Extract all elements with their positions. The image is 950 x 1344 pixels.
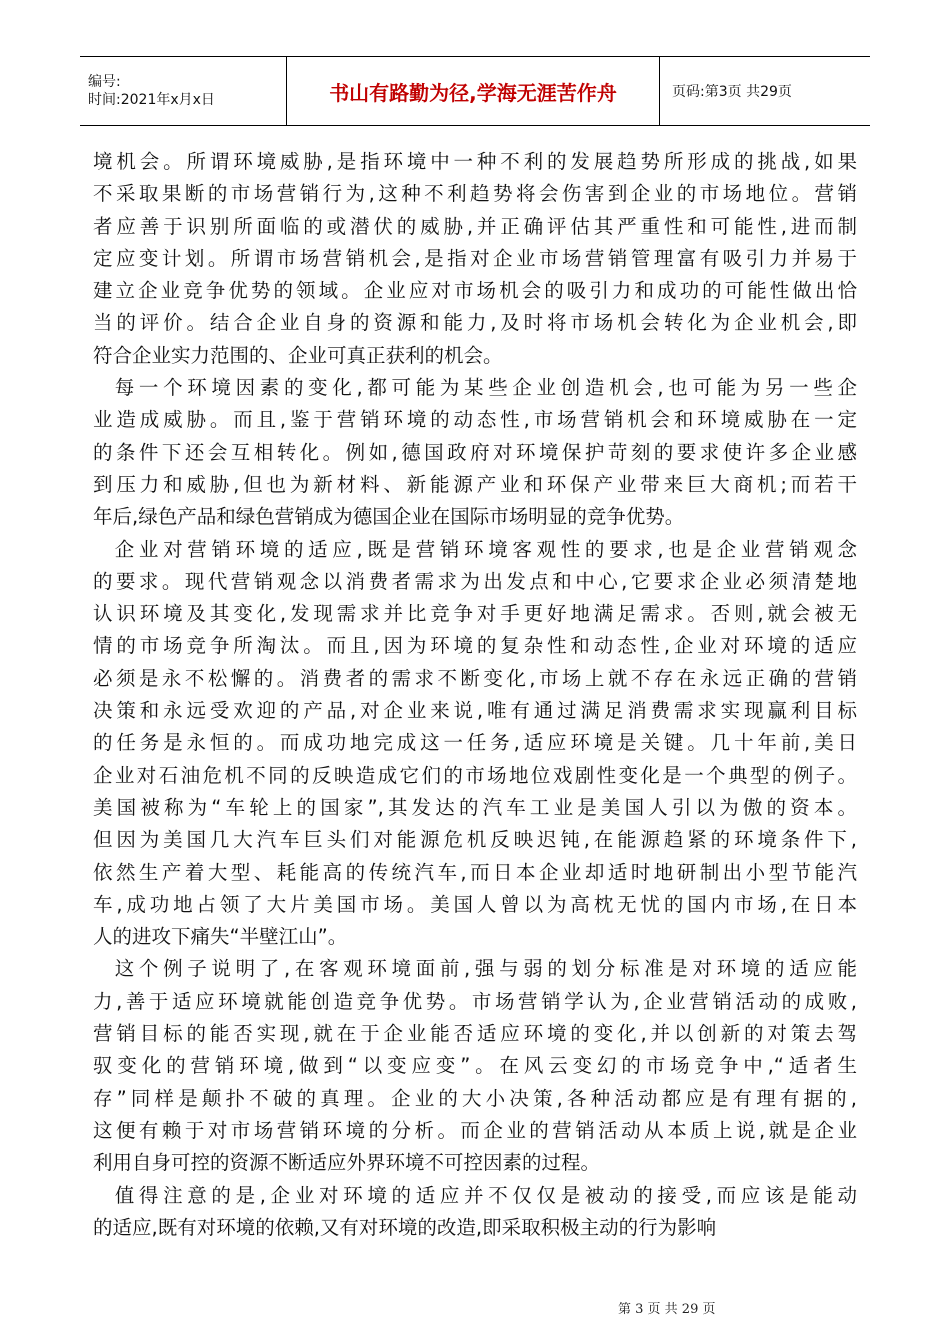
paragraph-line: 驭变化的营销环境,做到“以变应变”。在风云变幻的市场竞争中,“适者生 [93, 1054, 857, 1078]
paragraph-line: 者应善于识别所面临的或潜伏的威胁,并正确评估其严重性和可能性,进而制 [93, 214, 857, 238]
paragraph-line: 年后,绿色产品和绿色营销成为德国企业在国际市场明显的竞争优势。 [93, 505, 685, 529]
paragraph-line: 车,成功地占领了大片美国市场。美国人曾以为高枕无忧的国内市场,在日本 [93, 892, 857, 916]
paragraph-line: 值得注意的是,企业对环境的适应并不仅仅是被动的接受,而应该是能动 [93, 1183, 857, 1207]
header-page-info: 页码:第3页 共29页 [672, 84, 792, 100]
paragraph-line: 营销目标的能否实现,就在于企业能否适应环境的变化,并以创新的对策去驾 [93, 1022, 857, 1046]
header-meta [80, 57, 286, 125]
header-motto: 书山有路勤为径,学海无涯苦作舟 [329, 80, 617, 105]
paragraph-line: 企业对石油危机不同的反映造成它们的市场地位戏剧性变化是一个典型的例子。 [93, 763, 857, 787]
paragraph-line: 建立企业竞争优势的领域。企业应对市场机会的吸引力和成功的可能性做出恰 [93, 279, 857, 303]
paragraph-line: 当的评价。结合企业自身的资源和能力,及时将市场机会转化为企业机会,即 [93, 311, 857, 335]
header-motto-cell [286, 57, 659, 125]
page-footer [618, 1298, 715, 1317]
paragraph [93, 953, 857, 1179]
paragraph-line: 境机会。所谓环境威胁,是指环境中一种不利的发展趋势所形成的挑战,如果 [93, 150, 857, 173]
paragraph-line: 的要求。现代营销观念以消费者需求为出发点和中心,它要求企业必须清楚地 [93, 569, 857, 593]
document-number-label: 编号: [88, 74, 121, 90]
paragraph-line: 这个例子说明了,在客观环境面前,强与弱的划分标准是对环境的适应能 [93, 957, 857, 981]
paragraph-line: 美国被称为“车轮上的国家”,其发达的汽车工业是美国人引以为傲的资本。 [93, 795, 857, 819]
document-time-label: 时间:2021年x月x日 [88, 92, 215, 108]
paragraph [93, 1180, 857, 1245]
page-header [80, 56, 870, 126]
paragraph-line: 必须是永不松懈的。消费者的需求不断变化,市场上就不存在永远正确的营销 [93, 666, 857, 690]
paragraph [93, 146, 857, 372]
paragraph-line: 定应变计划。所谓市场营销机会,是指对企业市场营销管理富有吸引力并易于 [93, 246, 857, 270]
paragraph-line: 但因为美国几大汽车巨头们对能源危机反映迟钝,在能源趋紧的环境条件下, [93, 828, 857, 852]
paragraph-line: 决策和永远受欢迎的产品,对企业来说,唯有通过满足消费需求实现赢利目标 [93, 699, 857, 723]
paragraph-line: 业造成威胁。而且,鉴于营销环境的动态性,市场营销机会和环境威胁在一定 [93, 408, 857, 432]
paragraph-line: 到压力和威胁,但也为新材料、新能源产业和环保产业带来巨大商机;而若干 [93, 472, 857, 496]
paragraph-line: 企业对营销环境的适应,既是营销环境客观性的要求,也是企业营销观念 [93, 537, 857, 561]
footer-page-number: 第 3 页 共 29 页 [618, 1302, 716, 1317]
paragraph-line: 每一个环境因素的变化,都可能为某些企业创造机会,也可能为另一些企 [93, 376, 857, 400]
paragraph-line: 的适应,既有对环境的依赖,又有对环境的改造,即采取积极主动的行为影响 [93, 1215, 717, 1239]
paragraph [93, 372, 857, 533]
paragraph-line: 情的市场竞争所淘汰。而且,因为环境的复杂性和动态性,企业对环境的适应 [93, 634, 857, 658]
paragraph-line: 利用自身可控的资源不断适应外界环境不可控因素的过程。 [93, 1151, 601, 1175]
paragraph-line: 存”同样是颠扑不破的真理。企业的大小决策,各种活动都应是有理有据的, [93, 1086, 857, 1110]
paragraph-line: 的条件下还会互相转化。例如,德国政府对环境保护苛刻的要求使许多企业感 [93, 440, 857, 464]
paragraph-line: 的任务是永恒的。而成功地完成这一任务,适应环境是关键。几十年前,美日 [93, 731, 857, 755]
paragraph-line: 力,善于适应环境就能创造竞争优势。市场营销学认为,企业营销活动的成败, [93, 989, 857, 1013]
paragraph-line: 这便有赖于对市场营销环境的分析。而企业的营销活动从本质上说,就是企业 [93, 1118, 857, 1142]
document-body [93, 146, 857, 1244]
paragraph-line: 人的进攻下痛失“半壁江山”。 [93, 925, 348, 949]
paragraph-line: 认识环境及其变化,发现需求并比竞争对手更好地满足需求。否则,就会被无 [93, 602, 857, 626]
paragraph-line: 符合企业实力范围的、企业可真正获利的机会。 [93, 343, 503, 367]
paragraph [93, 534, 857, 954]
paragraph-line: 依然生产着大型、耗能高的传统汽车,而日本企业却适时地研制出小型节能汽 [93, 860, 857, 884]
paragraph-line: 不采取果断的市场营销行为,这种不利趋势将会伤害到企业的市场地位。营销 [93, 182, 857, 206]
header-page-info-cell [659, 57, 870, 125]
